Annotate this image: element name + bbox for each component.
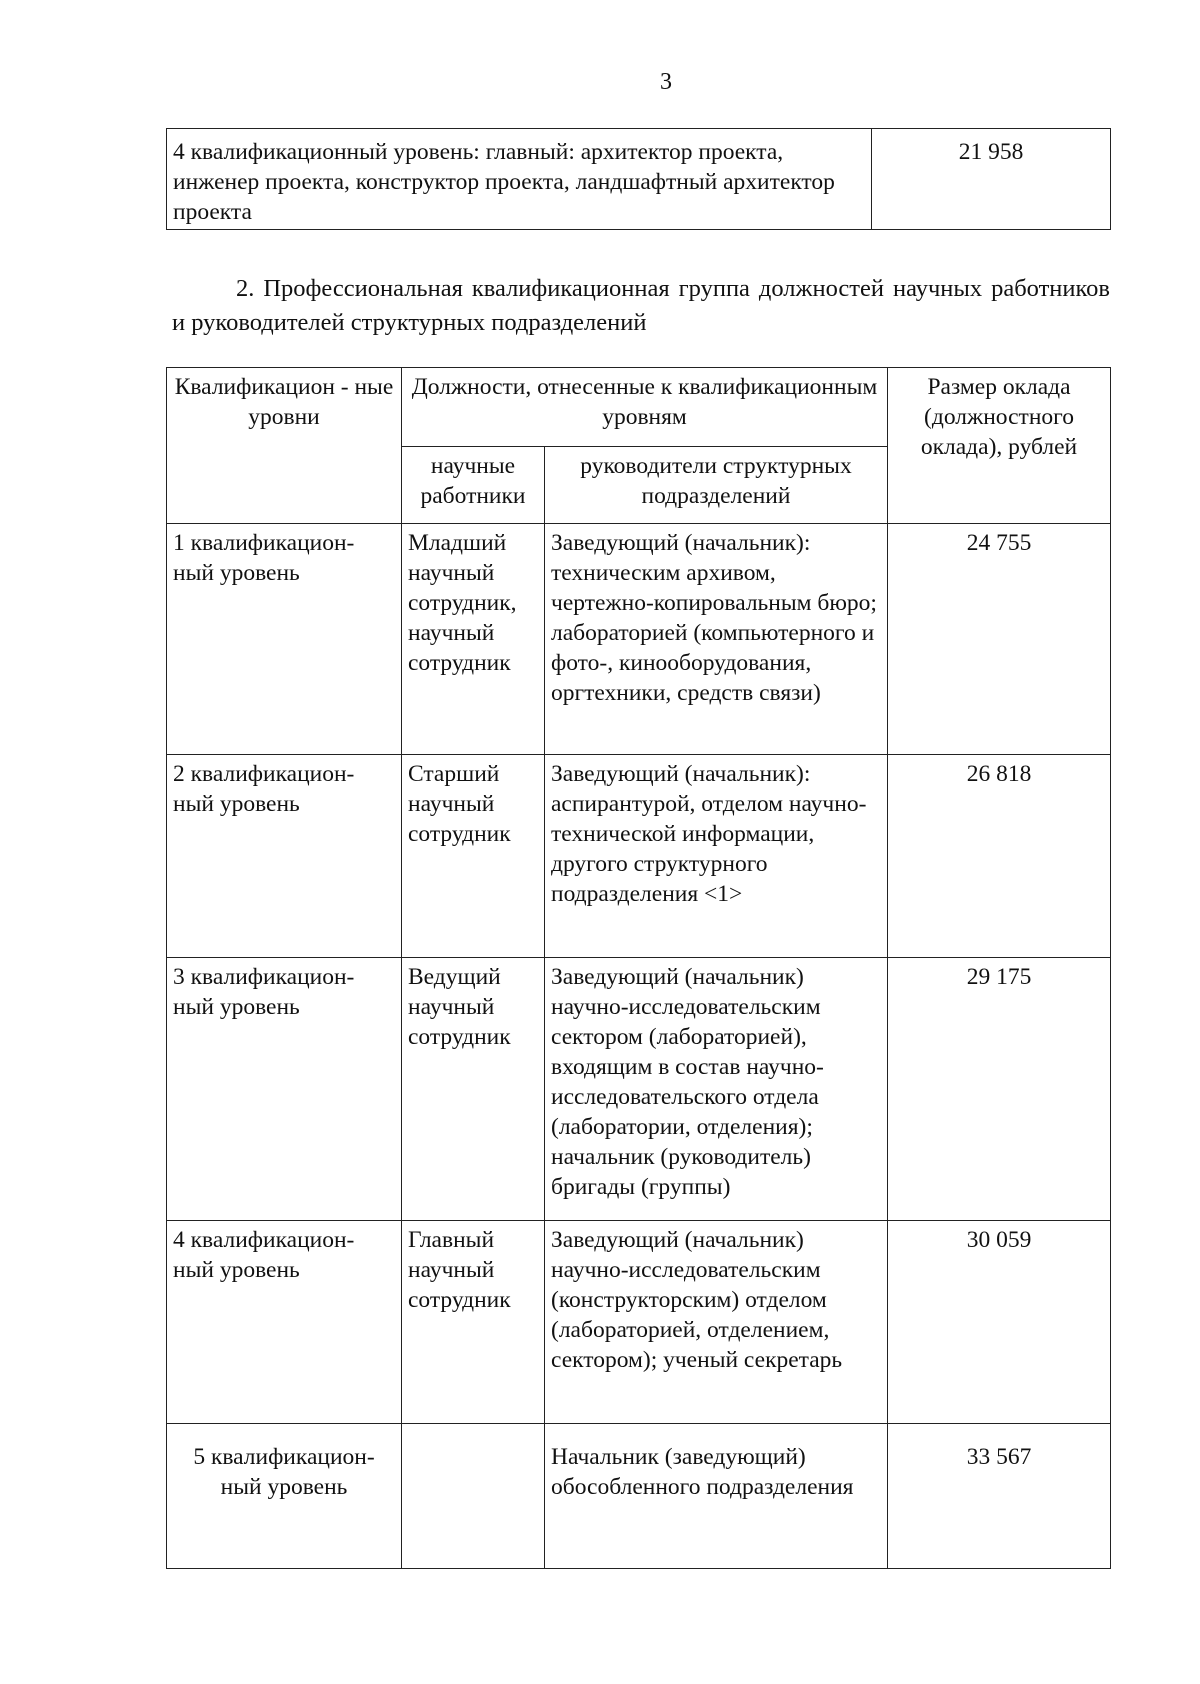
level-positions-cell: 4 квалификационный уровень: главный: архитектор проекта, инженер проекта, конструктор проекта, ландшафтный архитектор проекта [167, 129, 872, 230]
salary-cell: 29 175 [888, 958, 1111, 1221]
table-row [167, 755, 1111, 958]
section-heading [172, 272, 1110, 340]
page-number: 3 [660, 69, 672, 95]
heads-cell: Заведующий (начальник) научно-исследовательским сектором (лабораторией), входящим в состав научно-исследовательского отдела (лаборатории, отделения); начальник (руководитель) бригады (группы) [545, 958, 888, 1221]
table-row [167, 1424, 1111, 1569]
heads-cell: Заведующий (начальник): техническим архивом, чертежно-копировальным бюро; лабораторией (компьютерного и фото-, кинооборудования, оргтехники, средств связи) [545, 524, 888, 755]
heads-cell: Начальник (заведующий) обособленного подразделения [545, 1424, 888, 1569]
table-row [167, 129, 1111, 230]
salary-cell: 21 958 [872, 129, 1111, 230]
header-levels: Квалификацион - ные уровни [167, 368, 402, 524]
level-cell: 5 квалификацион-ный уровень [167, 1424, 402, 1569]
salary-cell: 26 818 [888, 755, 1111, 958]
level-cell: 1 квалификацион-ный уровень [167, 524, 402, 755]
salary-cell: 30 059 [888, 1221, 1111, 1424]
researchers-cell: Ведущий научный сотрудник [402, 958, 545, 1221]
top-table [166, 128, 1111, 230]
heads-cell: Заведующий (начальник) научно-исследовательским (конструкторским) отделом (лабораторией, отделением, сектором); ученый секретарь [545, 1221, 888, 1424]
header-positions: Должности, отнесенные к квалификационным уровням [402, 368, 888, 447]
header-row [167, 368, 1111, 447]
salary-table [166, 367, 1111, 1569]
researchers-cell: Старший научный сотрудник [402, 755, 545, 958]
section-heading-text: 2. Профессиональная квалификационная группа должностей научных работников и руководителей структурных подразделений [172, 275, 1110, 336]
header-salary: Размер оклада (должностного оклада), рублей [888, 368, 1111, 524]
table-row [167, 958, 1111, 1221]
header-heads: руководители структурных подразделений [545, 447, 888, 524]
researchers-cell: Младший научный сотрудник, научный сотрудник [402, 524, 545, 755]
researchers-cell: Главный научный сотрудник [402, 1221, 545, 1424]
salary-cell: 33 567 [888, 1424, 1111, 1569]
salary-cell: 24 755 [888, 524, 1111, 755]
table-row [167, 524, 1111, 755]
level-cell: 4 квалификацион-ный уровень [167, 1221, 402, 1424]
heads-cell: Заведующий (начальник): аспирантурой, отделом научно-технической информации, другого структурного подразделения <1> [545, 755, 888, 958]
level-cell: 2 квалификацион-ный уровень [167, 755, 402, 958]
level-cell: 3 квалификацион-ный уровень [167, 958, 402, 1221]
researchers-cell [402, 1424, 545, 1569]
table-row [167, 1221, 1111, 1424]
header-researchers: научные работники [402, 447, 545, 524]
